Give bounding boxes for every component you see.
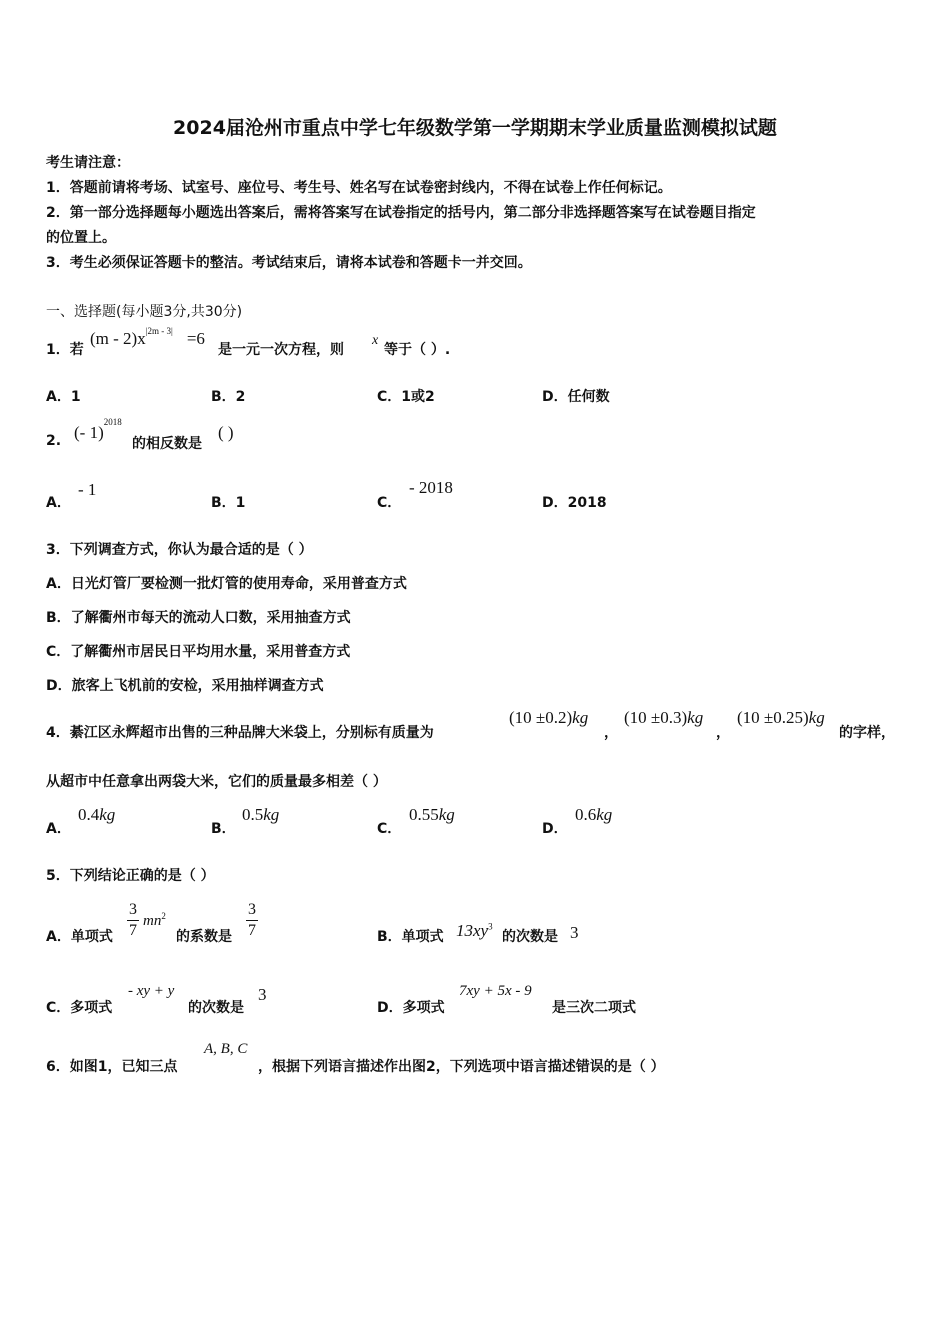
notice-heading: 考生请注意： <box>46 155 130 171</box>
q4-mass-2-unit: kg <box>687 708 704 727</box>
q2-expr-base: (- 1) <box>74 423 104 442</box>
q4-mass-1-unit: kg <box>572 708 589 727</box>
q5-a-middle: 的系数是 <box>176 929 232 945</box>
q4-option-c-value <box>409 805 455 825</box>
q4-c-unit: kg <box>438 805 455 824</box>
q5-option-d-label: D．多项式 <box>377 1000 445 1016</box>
q6-points: A, B, C <box>204 1041 248 1057</box>
q5-a-monomial <box>143 911 166 930</box>
q1-exponent: |2m - 3| <box>145 326 173 337</box>
q5-b-value: 3 <box>570 923 579 942</box>
q4-mass-1 <box>509 708 588 728</box>
q1-option-b: B．2 <box>211 389 246 405</box>
q2-option-c-label: C． <box>377 495 402 511</box>
q6-number: 6．如图1，已知三点 <box>46 1059 178 1075</box>
notice-item-2-cont: 的位置上。 <box>46 230 116 246</box>
notice-item-2: 2．第一部分选择题每小题选出答案后，需将答案写在试卷指定的括号内，第二部分非选择题答案写在试卷题目指定 <box>46 205 756 221</box>
q4-option-b-value <box>242 805 279 825</box>
q4-option-a-value <box>78 805 115 825</box>
q4-b-unit: kg <box>263 805 280 824</box>
q5-a-coefficient <box>246 901 258 940</box>
q4-mass-3-unit: kg <box>808 708 825 727</box>
q2-number: 2. <box>46 433 62 449</box>
q1-variable: x <box>372 333 379 348</box>
q5-b-exp: 3 <box>488 921 493 932</box>
q4-line2: 从超市中任意拿出两袋大米，它们的质量最多相差（ ） <box>46 774 387 790</box>
q5-a-numerator: 3 <box>129 901 137 918</box>
q1-expression <box>90 326 205 349</box>
fraction-bar <box>127 920 139 921</box>
q5-c-polynomial: - xy + y <box>128 983 175 999</box>
q5-d-middle: 是三次二项式 <box>552 1000 636 1016</box>
q4-tail: 的字样， <box>839 725 895 741</box>
q4-d-unit: kg <box>596 805 613 824</box>
q2-paren: ( ) <box>218 423 234 442</box>
q1-tail: 等于（ ）. <box>384 342 451 358</box>
notice-item-3: 3．考生必须保证答题卡的整洁。考试结束后，请将本试卷和答题卡一并交回。 <box>46 255 532 271</box>
q5-c-middle: 的次数是 <box>188 1000 244 1016</box>
q4-mass-2-value: (10 ±0.3) <box>624 708 688 727</box>
page-title: 2024届沧州市重点中学七年级数学第一学期期末学业质量监测模拟试题 <box>173 117 777 139</box>
q4-option-b-label: B． <box>211 821 236 837</box>
q2-expression <box>74 417 122 443</box>
q4-a-num: 0.4 <box>78 805 100 824</box>
q2-exponent: 2018 <box>103 417 122 428</box>
q6-tail: ，根据下列语言描述作出图2，下列选项中语言描述错误的是（ ） <box>258 1059 665 1075</box>
q4-mass-3 <box>737 708 825 728</box>
q5-option-b-label: B．单项式 <box>377 929 444 945</box>
q4-a-unit: kg <box>99 805 116 824</box>
q1-option-d: D．任何数 <box>542 389 610 405</box>
q5-b-expr: 13xy <box>456 921 489 940</box>
q2-option-b: B．1 <box>211 495 246 511</box>
q3-option-c: C．了解衢州市居民日平均用水量，采用普查方式 <box>46 644 351 660</box>
q1-expr-base: (m - 2)x <box>90 329 146 348</box>
q4-comma-2: ， <box>716 725 730 741</box>
q1-option-c: C．1或2 <box>377 389 435 405</box>
q3-option-d: D．旅客上飞机前的安检，采用抽样调查方式 <box>46 678 324 694</box>
q2-option-d: D．2018 <box>542 495 607 511</box>
q5-a-coef-den: 7 <box>248 922 256 939</box>
q4-d-num: 0.6 <box>575 805 597 824</box>
q4-option-a-label: A． <box>46 821 71 837</box>
q4-c-num: 0.55 <box>409 805 439 824</box>
q4-option-c-label: C． <box>377 821 402 837</box>
q1-rhs: =6 <box>186 329 205 348</box>
q3-option-b: B．了解衢州市每天的流动人口数，采用抽查方式 <box>46 610 351 626</box>
q4-comma-1: ， <box>604 725 618 741</box>
q4-mass-3-value: (10 ±0.25) <box>737 708 809 727</box>
q5-b-monomial <box>456 921 493 941</box>
q5-b-middle: 的次数是 <box>502 929 558 945</box>
fraction-bar <box>246 920 258 921</box>
q3-option-a: A．日光灯管厂要检测一批灯管的使用寿命，采用普查方式 <box>46 576 407 592</box>
q5-d-polynomial: 7xy + 5x - 9 <box>459 983 532 999</box>
q2-middle: 的相反数是 <box>132 436 202 452</box>
q1-number: 1．若 <box>46 342 84 358</box>
q5-option-c-label: C．多项式 <box>46 1000 113 1016</box>
q2-option-a-label: A． <box>46 495 71 511</box>
q1-option-a: A．1 <box>46 389 81 405</box>
q4-mass-1-value: (10 ±0.2) <box>509 708 573 727</box>
q4-mass-2 <box>624 708 703 728</box>
section-heading: 一、选择题(每小题3分,共30分) <box>46 304 243 320</box>
q5-option-a-label: A．单项式 <box>46 929 113 945</box>
q2-option-c-value: - 2018 <box>409 478 453 497</box>
q5-a-var: mn <box>143 913 162 929</box>
q2-option-a-value: - 1 <box>78 480 97 499</box>
q3-stem: 3．下列调查方式，你认为最合适的是（ ） <box>46 542 313 558</box>
q5-stem: 5．下列结论正确的是（ ） <box>46 868 215 884</box>
q5-a-fraction <box>127 901 139 940</box>
q5-a-coef-num: 3 <box>248 901 256 918</box>
q4-option-d-value <box>575 805 612 825</box>
q4-b-num: 0.5 <box>242 805 264 824</box>
notice-item-1: 1．答题前请将考场、试室号、座位号、考生号、姓名写在试卷密封线内，不得在试卷上作任何标记。 <box>46 180 672 196</box>
q4-option-d-label: D． <box>542 821 568 837</box>
q5-c-value: 3 <box>258 985 267 1004</box>
q1-middle: 是一元一次方程，则 <box>218 342 344 358</box>
q5-a-exp: 2 <box>161 911 166 921</box>
q4-stem: 4．綦江区永辉超市出售的三种品牌大米袋上，分别标有质量为 <box>46 725 434 741</box>
q5-a-denominator: 7 <box>129 922 137 939</box>
